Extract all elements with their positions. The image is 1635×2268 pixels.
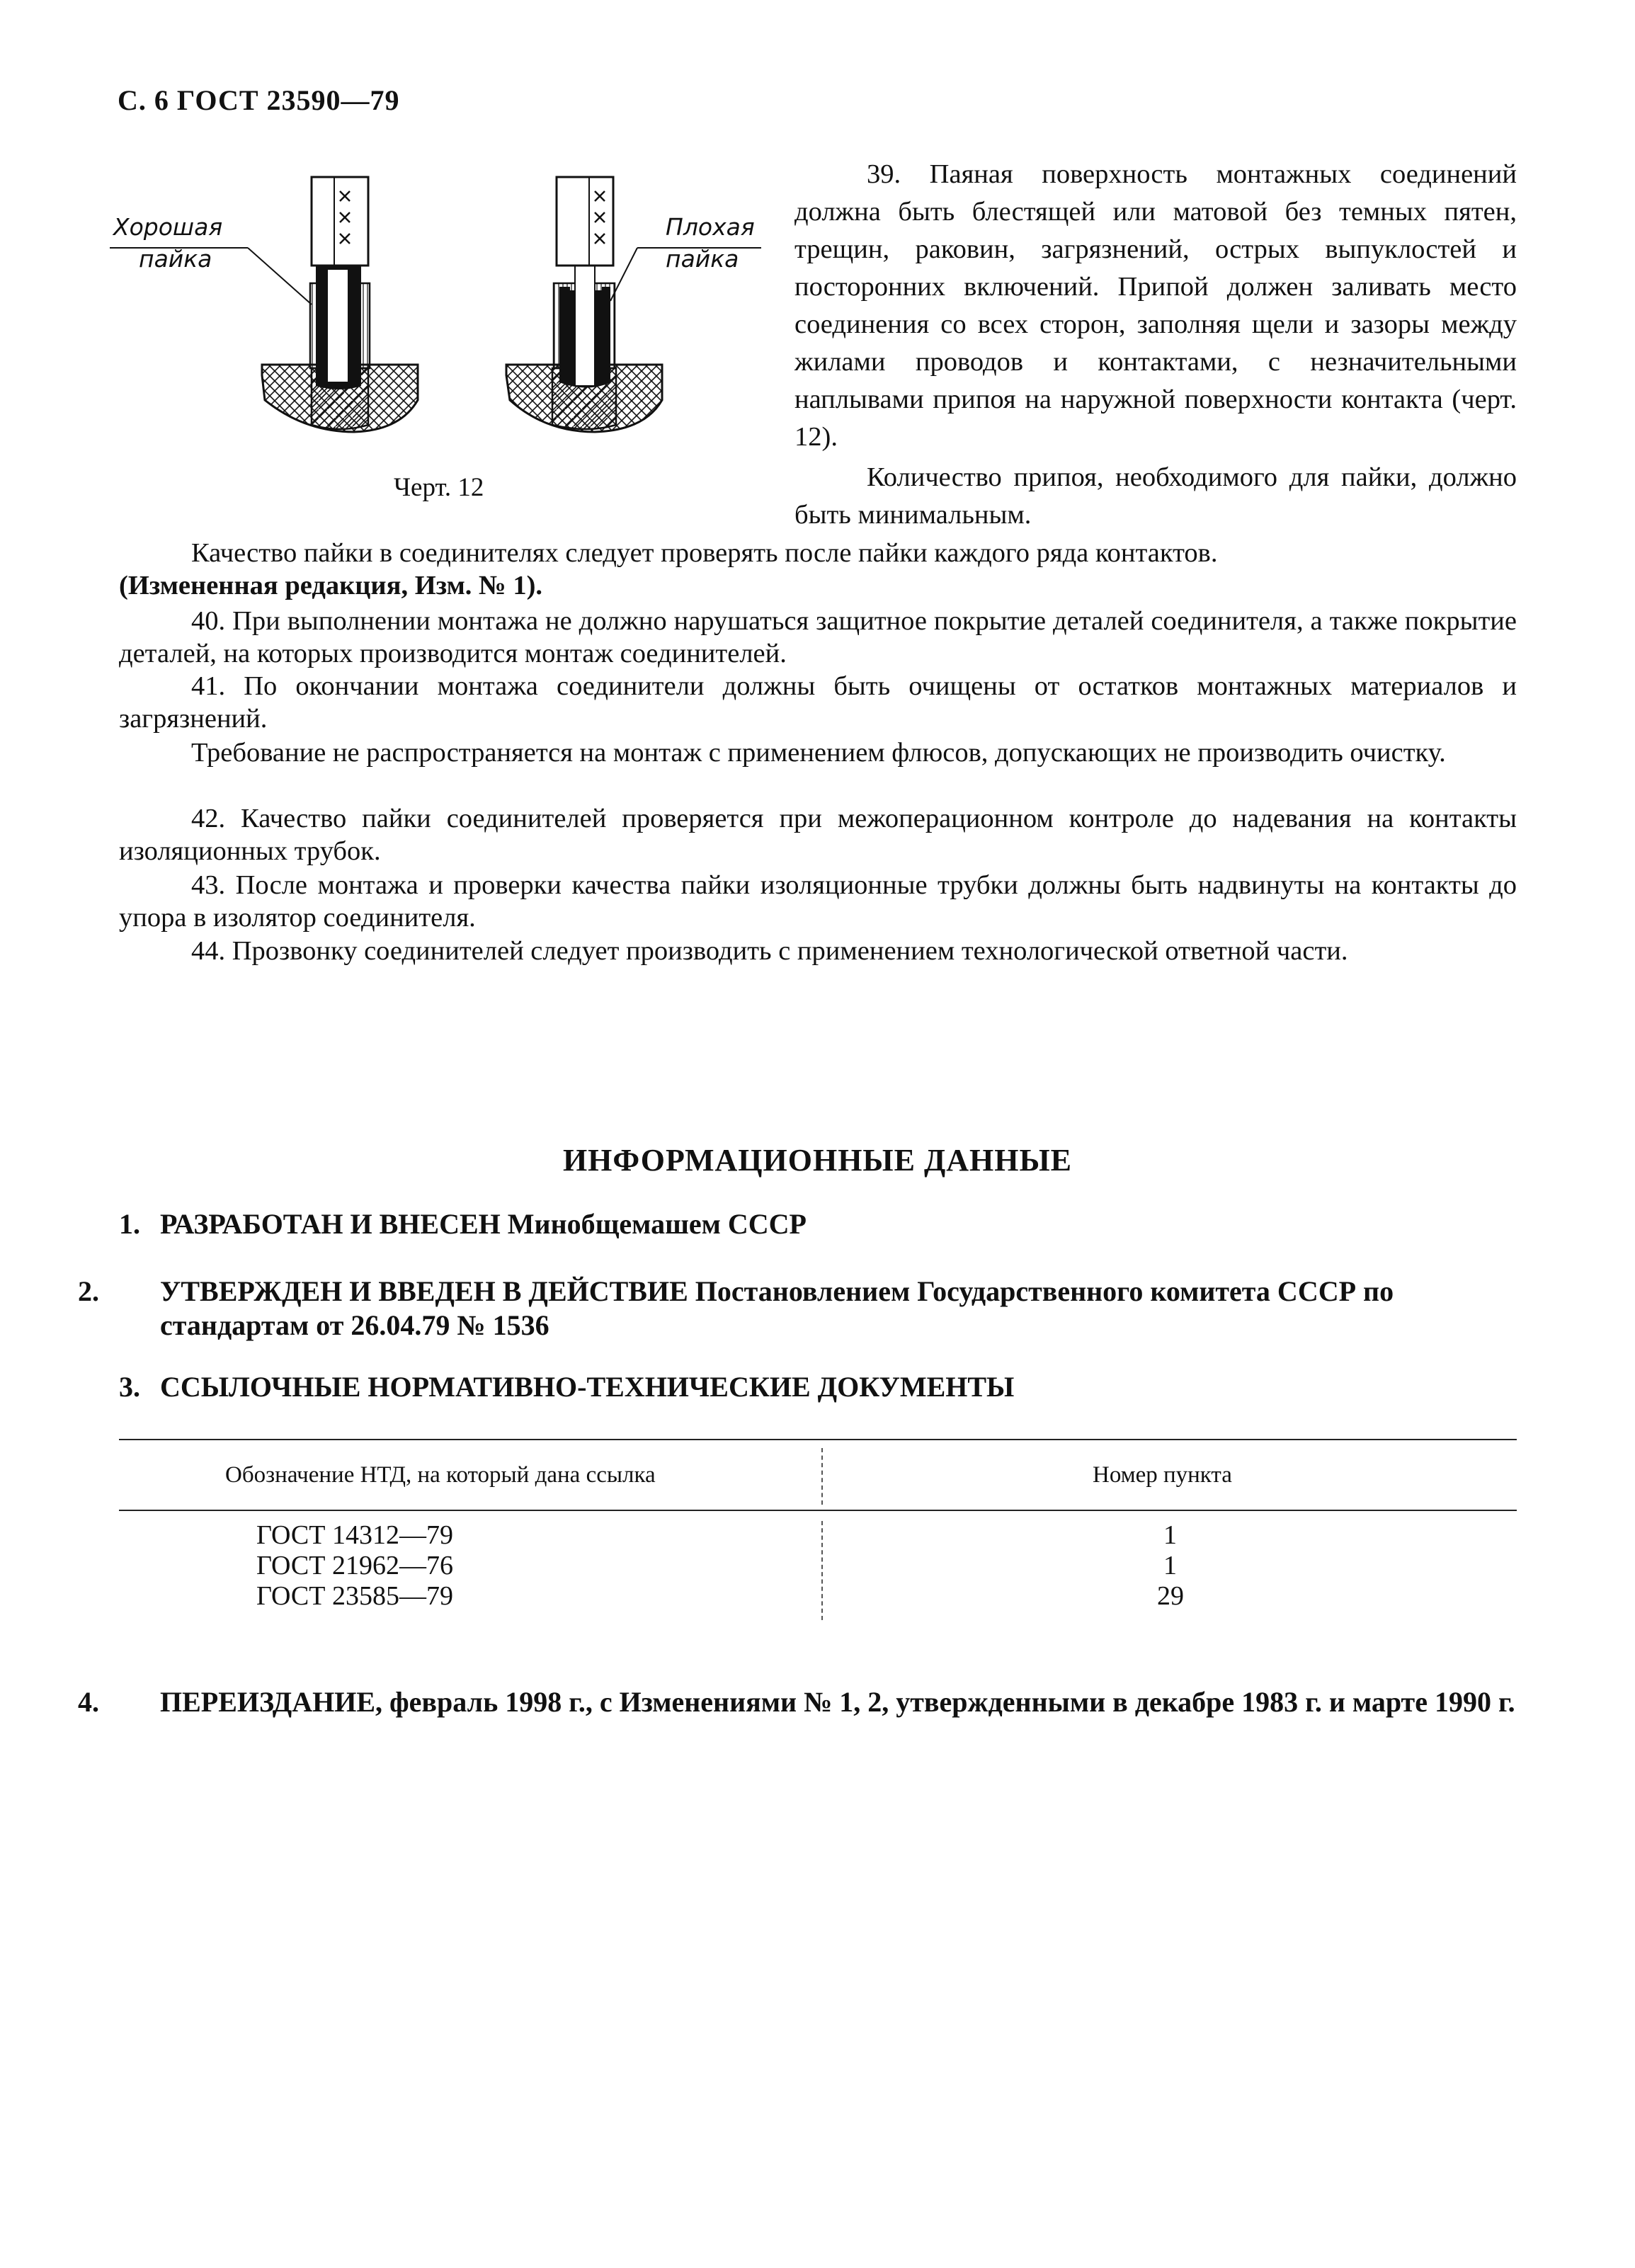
paragraph-41: 41. По окончании монтажа соединители должны быть очищены от остатков монтажных материалов и загрязнений. [119, 671, 1517, 734]
figure-caption: Черт. 12 [394, 473, 484, 502]
info-item-3 [119, 1370, 1517, 1404]
info-item-text: ПЕРЕИЗДАНИЕ, февраль 1998 г., с Изменениями № 1, 2, утвержденными в декабре 1983 г. и марте 1990 г. [160, 1686, 1515, 1718]
info-item-4 [78, 1685, 1517, 1719]
paragraph-43: 43. После монтажа и проверки качества пайки изоляционные трубки должны быть надвинуты на контакты до упора в изолятор соединителя. [119, 870, 1517, 933]
label-good-line1: Хорошая [113, 213, 223, 241]
table-top-rule [119, 1439, 1517, 1440]
paragraph-quality [119, 537, 1517, 602]
info-item-1 [119, 1207, 1517, 1241]
info-item-text: ССЫЛОЧНЫЕ НОРМАТИВНО-ТЕХНИЧЕСКИЕ ДОКУМЕНТЫ [160, 1371, 1015, 1403]
label-good-line2: пайка [139, 245, 212, 273]
table-header-rule [119, 1510, 1517, 1511]
table-body-divider [821, 1521, 823, 1620]
paragraph-44: 44. Прозвонку соединителей следует производить с применением технологической ответной части. [191, 936, 1348, 966]
paragraph-42: 42. Качество пайки соединителей проверяется при межоперационном контроле до надевания на контакты изоляционных трубок. [119, 804, 1517, 866]
table-cell-clause: 1 [1163, 1520, 1177, 1550]
table-cell-clause: 29 [1157, 1581, 1184, 1611]
table-header-divider [821, 1448, 823, 1505]
paragraph-39b: Количество припоя, необходимого для пайки, должно быть минимальным. [794, 462, 1517, 530]
table-header-clause: Номер пункта [1093, 1462, 1232, 1488]
table-cell-clause: 1 [1163, 1551, 1177, 1580]
info-item-number: 1. [119, 1208, 140, 1240]
label-bad-line2: пайка [666, 245, 739, 273]
solder-joints-drawing [106, 163, 772, 446]
info-item-text: РАЗРАБОТАН И ВНЕСЕН Минобщемашем СССР [160, 1208, 807, 1240]
paragraph-41b: Требование не распространяется на монтаж с применением флюсов, допускающих не производить очистку. [191, 738, 1446, 768]
paragraph-39: 39. Паяная поверхность монтажных соединений должна быть блестящей или матовой без темных пятен, трещин, раковин, загрязнений, острых выпуклостей и посторонних включений. Припой должен заливать место соединения со всех сторон, заполняя щели и зазоры между жилами проводов и контактами, с незначительными наплывами припоя на наружной поверхности контакта (черт. 12). [794, 159, 1517, 452]
paragraph-40: 40. При выполнении монтажа не должно нарушаться защитное покрытие деталей соединителя, а также покрытие деталей, на которых производится монтаж соединителей. [119, 606, 1517, 668]
info-item-2 [78, 1275, 1517, 1343]
table-cell-designation: ГОСТ 21962—76 [256, 1551, 453, 1580]
revision-note: (Измененная редакция, Изм. № 1). [119, 571, 543, 600]
info-item-text: УТВЕРЖДЕН И ВВЕДЕН В ДЕЙСТВИЕ Постановлением Государственного комитета СССР по стандартам от 26.04.79 № 1536 [160, 1275, 1394, 1341]
paragraph-quality-text: Качество пайки в соединителях следует проверять после пайки каждого ряда контактов. [191, 538, 1218, 568]
table-cell-designation: ГОСТ 23585—79 [256, 1581, 453, 1611]
table-header-designation: Обозначение НТД, на который дана ссылка [225, 1462, 656, 1488]
info-item-number: 3. [119, 1371, 140, 1403]
table-cell-designation: ГОСТ 14312—79 [256, 1520, 453, 1550]
label-bad-line1: Плохая [666, 213, 755, 241]
page-header: С. 6 ГОСТ 23590—79 [118, 84, 400, 116]
info-item-number: 4. [78, 1686, 99, 1718]
info-title: ИНФОРМАЦИОННЫЕ ДАННЫЕ [562, 1143, 1073, 1178]
info-item-number: 2. [78, 1275, 99, 1307]
figure-solder-joints [106, 163, 772, 446]
